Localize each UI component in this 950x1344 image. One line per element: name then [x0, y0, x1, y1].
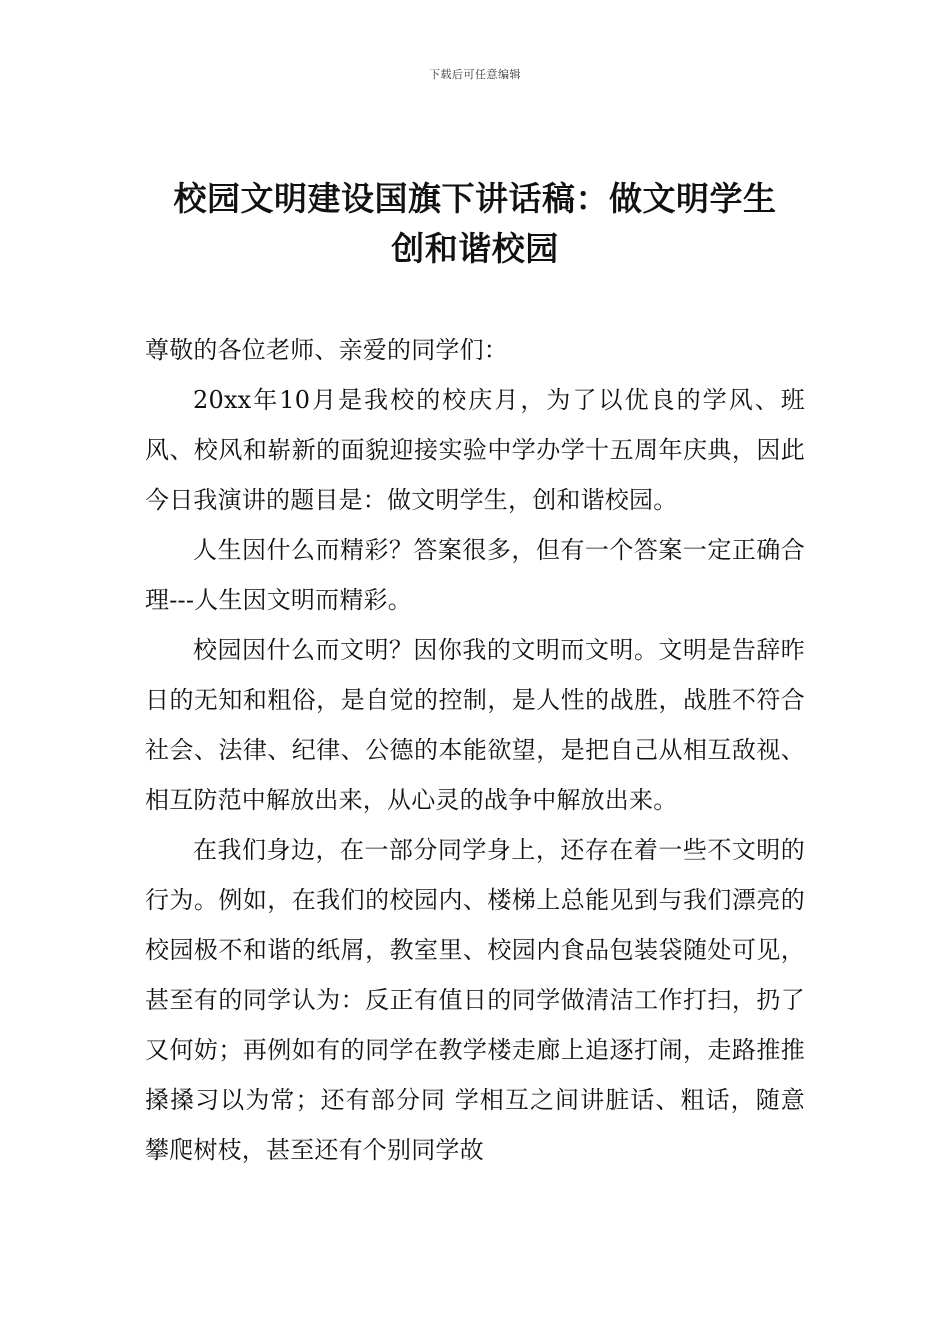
document-title-line-2: 创和谐校园	[391, 229, 559, 268]
paragraph-1: 20xx年10月是我校的校庆月，为了以优良的学风、班风、校风和崭新的面貌迎接实验中学办学十五周年庆典，因此今日我演讲的题目是：做文明学生，创和谐校园。	[145, 386, 805, 514]
header-note: 下载后可任意编辑	[429, 68, 521, 81]
paragraph-2: 人生因什么而精彩？答案很多，但有一个答案一定正确合理---人生因文明而精彩。	[145, 536, 805, 614]
document-body	[145, 325, 805, 1175]
document-title	[145, 174, 805, 274]
paragraph-4: 在我们身边，在一部分同学身上，还存在着一些不文明的行为。例如，在我们的校园内、楼梯上总能见到与我们漂亮的校园极不和谐的纸屑，教室里、校园内食品包装袋随处可见，甚至有的同学认为：反正有值日的同学做清洁工作打扫，扔了又何妨；再例如有的同学在教学楼走廊上追逐打闹，走路推推搡搡习以为常；还有部分同 学相互之间讲脏话、粗话，随意攀爬树枝，甚至还有个别同学故	[145, 836, 805, 1164]
paragraph-3: 校园因什么而文明？因你我的文明而文明。文明是告辞昨日的无知和粗俗，是自觉的控制，是人性的战胜，战胜不符合社会、法律、纪律、公德的本能欲望，是把自己从相互敌视、相互防范中解放出来，从心灵的战争中解放出来。	[145, 636, 805, 814]
document-title-line-1: 校园文明建设国旗下讲话稿：做文明学生	[173, 179, 777, 218]
salutation: 尊敬的各位老师、亲爱的同学们：	[145, 336, 508, 364]
